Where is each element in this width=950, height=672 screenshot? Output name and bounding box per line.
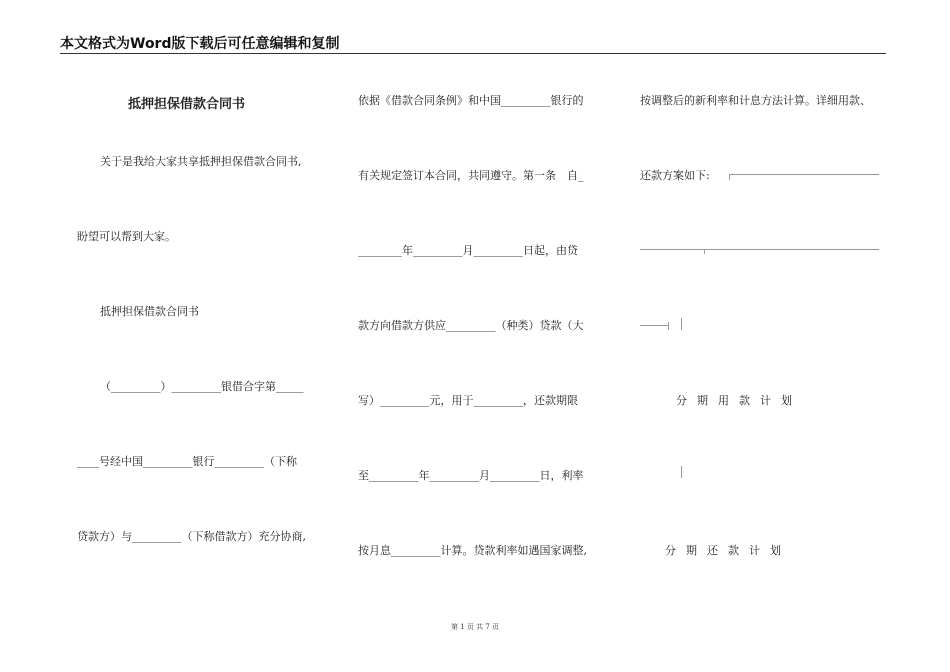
paragraph-line: 盼望可以帮到大家。 xyxy=(77,230,176,243)
paragraph-line: 写）_________元，用于_________，还款期限 xyxy=(358,394,578,407)
table-border xyxy=(704,249,705,254)
paragraph-line: 依据《借款合同条例》和中国_________银行的 xyxy=(358,94,584,107)
paragraph-line: 按月息_________计算。贷款利率如遇国家调整, xyxy=(358,544,587,557)
paragraph-line: ________年_________月_________日起，由贷 xyxy=(358,244,578,257)
paragraph-line: 至_________年_________月_________日，利率 xyxy=(358,469,584,482)
table-border xyxy=(681,318,682,330)
paragraph-line: 有关规定签订本合同，共同遵守。第一条 自_ xyxy=(358,169,584,182)
table-border xyxy=(668,322,669,330)
paragraph-line: （_________）_________银借合字第_____ xyxy=(100,380,304,393)
table-border xyxy=(729,174,879,175)
table-heading-repay-plan: 分期还款计划 xyxy=(665,544,791,557)
document-title: 抵押担保借款合同书 xyxy=(128,97,246,112)
paragraph-line: 款方向借款方供应_________（种类）贷款（大 xyxy=(358,319,584,332)
page-number: 第 1 页 共 7 页 xyxy=(450,623,500,631)
paragraph-line: 抵押担保借款合同书 xyxy=(100,305,199,318)
table-heading-borrow-plan: 分期用款计划 xyxy=(676,394,802,407)
paragraph-line: 按调整后的新利率和计息方法计算。详细用款、 xyxy=(640,94,871,107)
table-border xyxy=(681,466,682,478)
paragraph-line: 还款方案如下: xyxy=(640,169,710,182)
paragraph-line: 贷款方）与_________（下称借款方）充分协商, xyxy=(77,530,306,543)
paragraph-line: ____号经中国_________银行_________（下称 xyxy=(77,455,297,468)
table-border xyxy=(640,325,668,326)
document-header: 本文格式为Word版下载后可任意编辑和复制 xyxy=(60,35,886,54)
paragraph-line: 关于是我给大家共享抵押担保借款合同书, xyxy=(100,155,302,168)
table-border xyxy=(640,249,879,250)
